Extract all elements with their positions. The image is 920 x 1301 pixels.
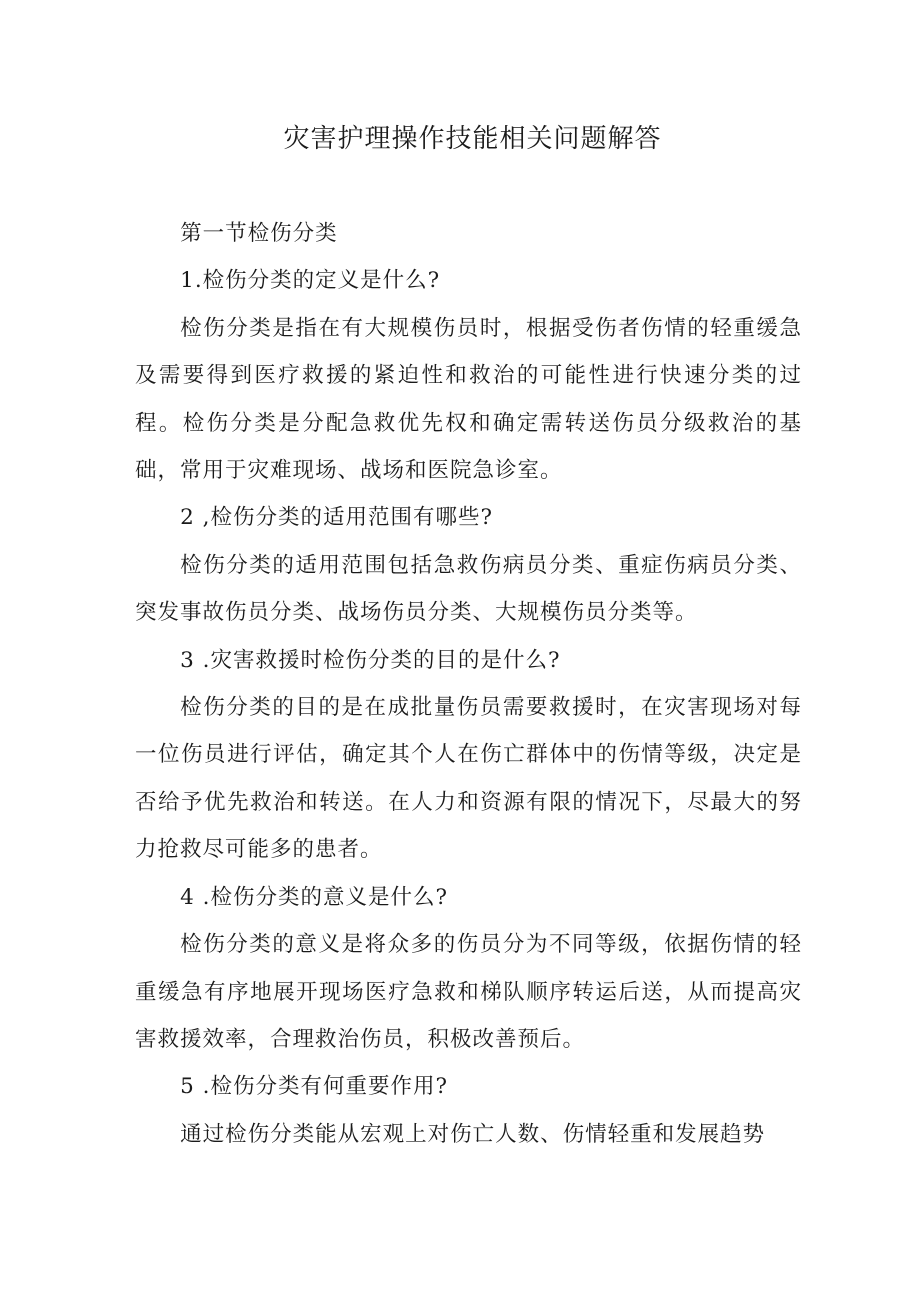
question-1: 1.检伤分类的定义是什么? [180, 268, 441, 294]
answer-2: 检伤分类的适用范围包括急救伤病员分类、重症伤病员分类、突发事故伤员分类、战场伤员分类、大规模伤员分类等。 [135, 552, 802, 626]
question-4: 4 .检伤分类的意义是什么? [180, 884, 449, 910]
answer-3: 检伤分类的目的是在成批量伤员需要救援时，在灾害现场对每一位伤员进行评估，确定其个人在伤亡群体中的伤情等级，决定是否给予优先救治和转送。在人力和资源有限的情况下，尽最大的努力抢救尽可能多的患者。 [135, 695, 802, 863]
document-body [135, 210, 802, 1158]
question-2: 2 ,检伤分类的适用范围有哪些? [180, 505, 494, 531]
answer-5: 通过检伤分类能从宏观上对伤亡人数、伤情轻重和发展趋势 [180, 1121, 766, 1147]
answer-4: 检伤分类的意义是将众多的伤员分为不同等级，依据伤情的轻重缓急有序地展开现场医疗急救和梯队顺序转运后送，从而提高灾害救援效率，合理救治伤员，积极改善预后。 [135, 932, 802, 1052]
answer-1: 检伤分类是指在有大规模伤员时，根据受伤者伤情的轻重缓急及需要得到医疗救援的紧迫性和救治的可能性进行快速分类的过程。检伤分类是分配急救优先权和确定需转送伤员分级救治的基础，常用于灾难现场、战场和医院急诊室。 [135, 315, 802, 484]
question-3: 3 .灾害救援时检伤分类的目的是什么? [180, 647, 561, 673]
section-heading: 第一节检伤分类 [180, 221, 338, 246]
question-5: 5 .检伤分类有何重要作用? [180, 1074, 449, 1100]
document-title: 灾害护理操作技能相关问题解答 [283, 124, 662, 154]
